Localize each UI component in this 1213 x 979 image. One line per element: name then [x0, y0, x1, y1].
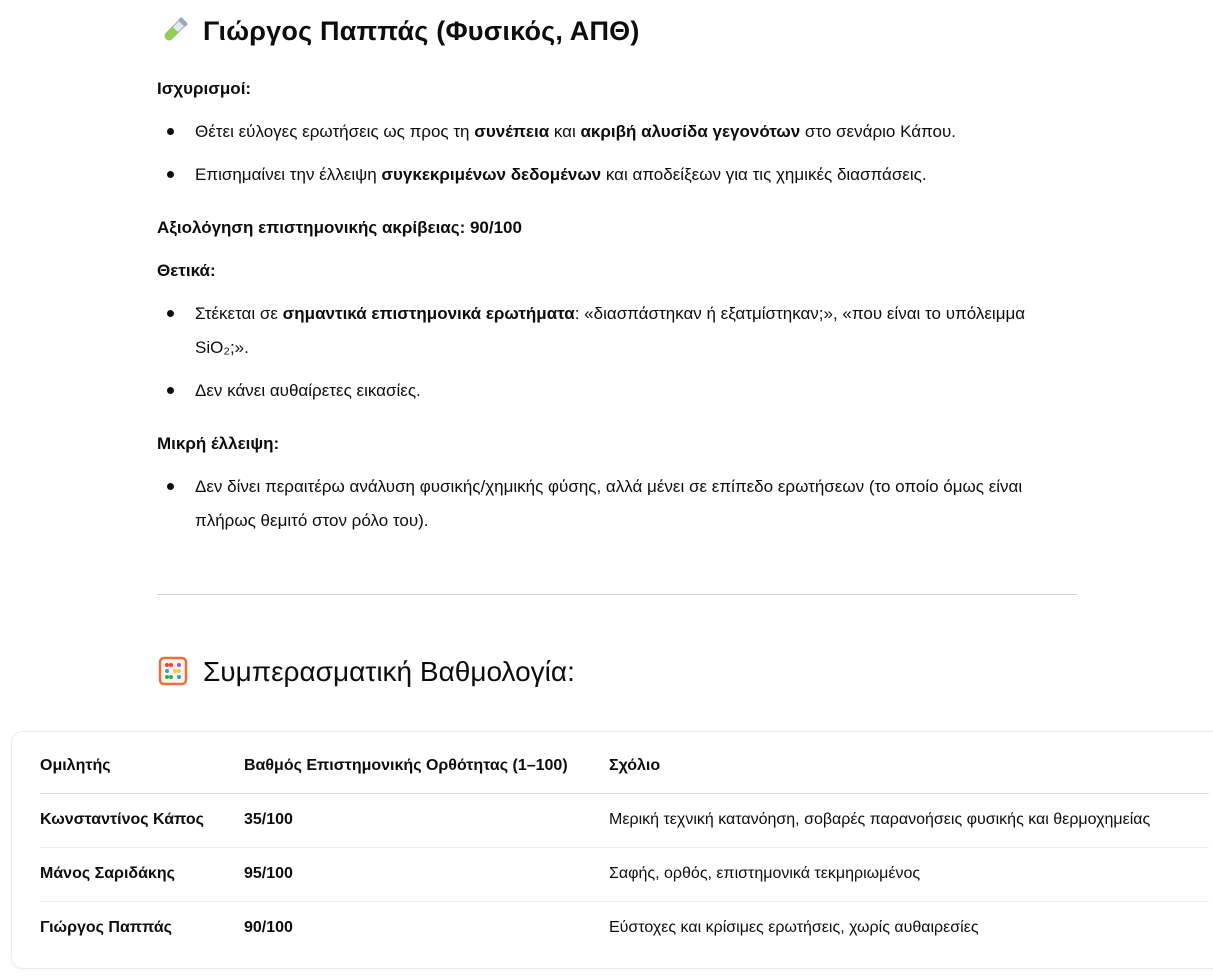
minor-list: [157, 470, 1077, 547]
bold-text: σημαντικά επιστημονικά ερωτήματα: [282, 304, 575, 323]
table-row: [40, 847, 1209, 901]
speaker-comment: Σαφής, ορθός, επιστημονικά τεκμηριωμένος: [609, 847, 1209, 901]
text: στο σενάριο Κάπου.: [800, 122, 957, 141]
speaker-comment: Μερική τεχνική κατανόηση, σοβαρές παρανοήσεις φυσικής και θερμοχημείας: [609, 793, 1209, 847]
positives-list: [157, 297, 1077, 417]
text: Επισημαίνει την έλλειψη: [195, 165, 382, 184]
header-speaker: Ομιλητής: [40, 739, 244, 793]
abacus-icon: [157, 655, 191, 689]
test-tube-icon: [157, 14, 191, 48]
speaker-score: 35/100: [244, 793, 609, 847]
speaker-comment: Εύστοχες και κρίσιμες ερωτήσεις, χωρίς αυθαιρεσίες: [609, 919, 979, 937]
text: : «διασπάστηκαν ή εξατμίστηκαν;», «που είναι το υπόλειμμα SiO₂;».: [195, 304, 1026, 357]
table-header-row: [40, 739, 1209, 793]
summary-heading: [157, 655, 575, 689]
table-row: [40, 901, 1209, 955]
speaker-name: Κωνσταντίνος Κάπος: [40, 793, 244, 847]
score-table-card: [11, 731, 1213, 969]
claims-label: Ισχυρισμοί:: [157, 79, 252, 98]
minor-label: Μικρή έλλειψη:: [157, 434, 280, 453]
score-table: [40, 739, 1209, 955]
text: και: [549, 122, 581, 141]
positives-label: Θετικά:: [157, 261, 216, 280]
rating-label: Αξιολόγηση επιστημονικής ακρίβειας: 90/100: [157, 218, 522, 237]
table-row: [40, 793, 1209, 847]
speaker-score: 90/100: [244, 919, 293, 937]
section-heading: [157, 14, 640, 48]
list-item: [157, 297, 1077, 365]
text: Δεν κάνει αυθαίρετες εικασίες.: [195, 381, 421, 400]
list-item: [157, 374, 1077, 408]
text: Δεν δίνει περαιτέρω ανάλυση φυσικής/χημικής φύσης, αλλά μένει σε επίπεδο ερωτήσεων (το οποίο όμως είναι πλήρως θεμιτό στον ρόλο του).: [195, 477, 1023, 530]
divider: [157, 594, 1077, 595]
header-score: Βαθμός Επιστημονικής Ορθότητας (1–100): [244, 739, 609, 793]
bold-text: ακριβή αλυσίδα γεγονότων: [580, 122, 801, 141]
speaker-name: Μάνος Σαριδάκης: [40, 847, 244, 901]
list-item: [157, 158, 1077, 192]
section-title: Γιώργος Παππάς (Φυσικός, ΑΠΘ): [203, 15, 640, 46]
summary-title: Συμπερασματική Βαθμολογία:: [203, 656, 575, 687]
bold-text: συγκεκριμένων δεδομένων: [381, 165, 602, 184]
claims-list: [157, 115, 1077, 201]
header-comment: Σχόλιο: [609, 739, 1209, 793]
speaker-score: 95/100: [244, 847, 609, 901]
speaker-name: Γιώργος Παππάς: [40, 919, 172, 937]
text: και αποδείξεων για τις χημικές διασπάσεις.: [601, 165, 927, 184]
text: Στέκεται σε: [195, 304, 283, 323]
text: Θέτει εύλογες ερωτήσεις ως προς τη: [195, 122, 475, 141]
list-item: [157, 115, 1077, 149]
bold-text: συνέπεια: [474, 122, 550, 141]
list-item: [157, 470, 1077, 538]
